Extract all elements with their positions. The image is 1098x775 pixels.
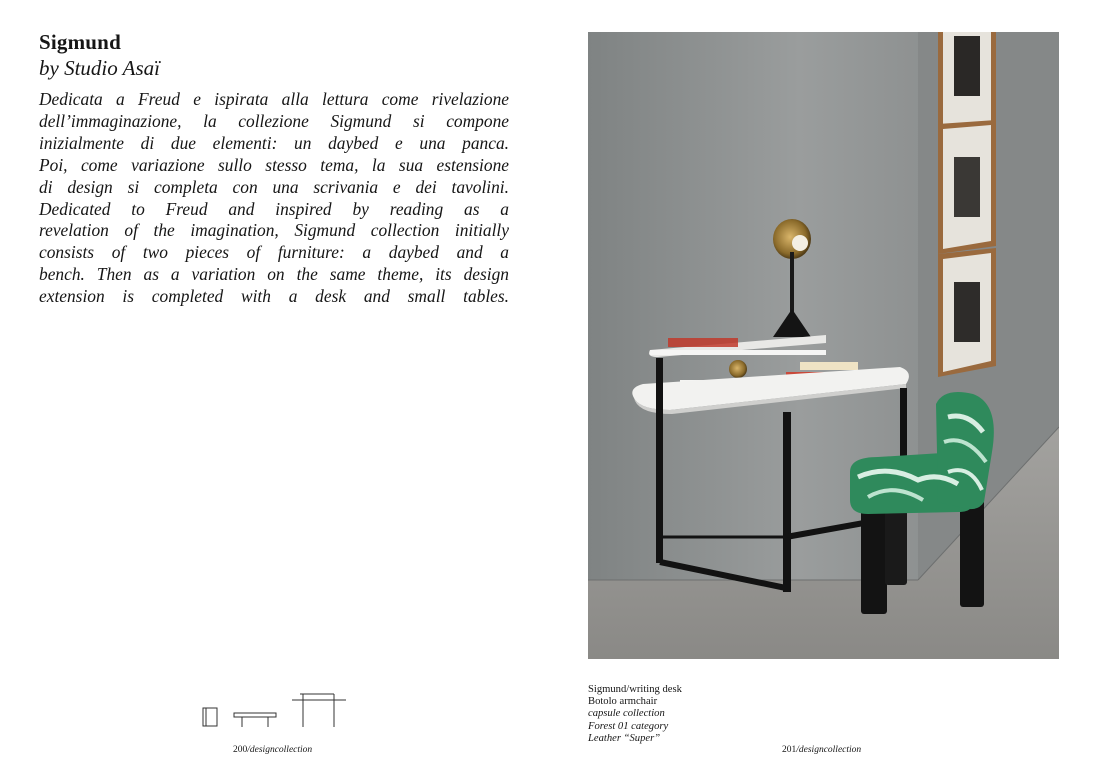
description-line: Dedicated to Freud and inspired by reading as a xyxy=(39,198,509,219)
description-line: extension is completed with a desk and small tables. xyxy=(39,286,509,307)
caption-product: Sigmund/writing desk xyxy=(588,684,682,695)
designer-credit: by Studio Asaï xyxy=(39,56,160,80)
product-title: Sigmund xyxy=(39,30,121,54)
description-line: di design si completa con una scrivania e dei tavolini. xyxy=(39,176,509,197)
folio-number: 200 xyxy=(233,745,248,755)
description-line: revelation of the imagination, Sigmund collection initially xyxy=(39,220,509,241)
caption-category: Forest 01 category xyxy=(588,720,669,732)
description-line: bench. Then as a variation on the same theme, its design xyxy=(39,264,509,285)
page-number-left xyxy=(233,745,312,755)
product-photo-illustration xyxy=(588,32,1059,659)
caption-armchair: Botolo armchair xyxy=(588,696,658,708)
desk-pictogram-icon xyxy=(292,694,346,727)
product-description xyxy=(39,89,509,308)
bench-pictogram-icon xyxy=(234,713,276,727)
description-line: consists of two pieces of furniture: a daybed and a xyxy=(39,242,509,263)
folio-publication: /designcollection xyxy=(796,745,862,755)
page-number-right xyxy=(782,745,861,755)
description-line: dell’immaginazione, la collezione Sigmund si compone xyxy=(39,110,509,131)
description-line: Dedicata a Freud e ispirata alla lettura come rivelazione xyxy=(39,89,509,109)
furniture-pictograms xyxy=(200,690,350,730)
folio-publication: /designcollection xyxy=(247,745,313,755)
caption-material: Leather “Super” xyxy=(588,732,661,744)
photo-caption xyxy=(588,684,682,745)
description-line: inizialmente di due elementi: un daybed e una panca. xyxy=(39,132,509,153)
folio-number: 201 xyxy=(782,745,797,755)
daybed-pictogram-icon xyxy=(203,708,217,726)
framed-pictures xyxy=(938,32,996,377)
product-photo xyxy=(588,32,1059,659)
caption-collection: capsule collection xyxy=(588,708,665,720)
description-line: Poi, come variazione sullo stesso tema, la sua estensione xyxy=(39,154,509,175)
